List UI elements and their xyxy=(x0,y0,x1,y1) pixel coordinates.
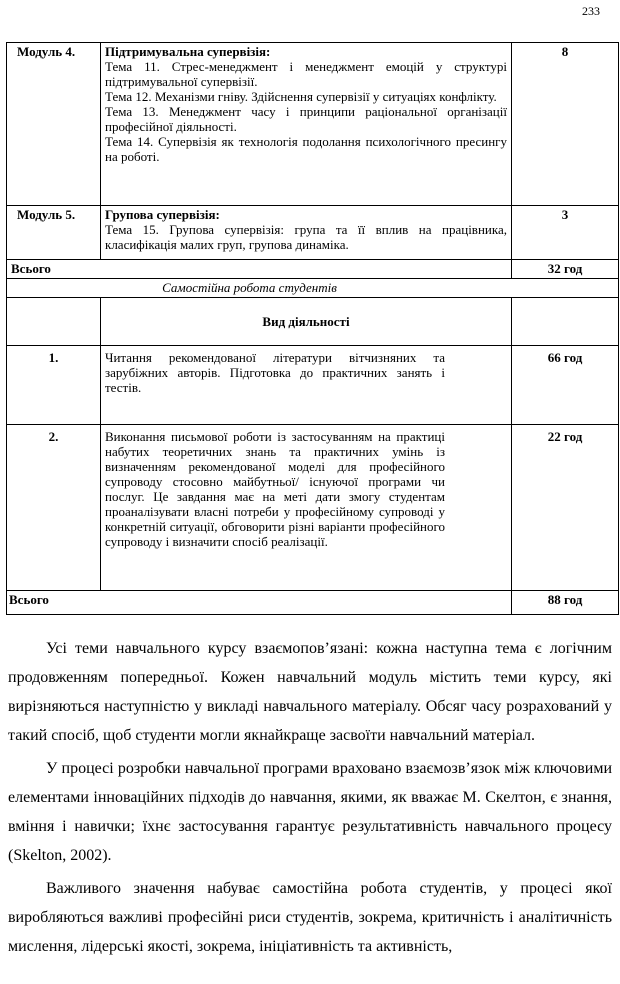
paragraph-1: Усі теми навчального курсу взаємопов’язані: кожна наступна тема є логічним продовженням попередньої. Кожен навчальний модуль містить теми курсу, які вирізняються наступністю у викладі навчального матеріалу. Обсяг часу розрахований у такий спосіб, щоб студенти могли якнайкраще засвоїти навчальний матеріал. xyxy=(8,640,612,744)
module-4-topic-13: Тема 13. Менеджмент часу і принципи раціональної організації професійної діяльності. xyxy=(105,104,507,134)
activity-1-hours: 66 год xyxy=(512,346,619,425)
activity-1-number: 1. xyxy=(7,346,101,425)
module-4-label: Модуль 4. xyxy=(7,43,101,206)
module-5-content xyxy=(101,206,512,260)
table-row-total-2 xyxy=(7,591,619,615)
page-number: 233 xyxy=(582,4,600,18)
module-4-content xyxy=(101,43,512,206)
total-1-label: Всього xyxy=(7,260,512,279)
activity-1-text: Читання рекомендованої літератури вітчизняних та зарубіжних авторів. Підготовка до практичних занять і тестів. xyxy=(101,346,512,425)
module-4-hours: 8 xyxy=(512,43,619,206)
module-4-topic-14: Тема 14. Супервізія як технологія подолання психологічного пресингу на роботі. xyxy=(105,134,507,164)
total-2-hours: 88 год xyxy=(512,591,619,615)
paragraph-3: Важливого значення набуває самостійна робота студентів, у процесі якої виробляються важливі професійні риси студентів, зокрема, критичність і аналітичність мислення, лідерські якості, зокрема, ініціативність та активність, xyxy=(8,880,612,955)
module-4-title: Підтримувальна супервізія: xyxy=(105,44,271,59)
module-5-title: Групова супервізія: xyxy=(105,207,220,222)
module-4-topic-11: Тема 11. Стрес-менеджмент і менеджмент емоцій у структурі підтримувальної супервізії. xyxy=(105,59,507,89)
table-row-module-4 xyxy=(7,43,619,206)
table-row-activity-header xyxy=(7,298,619,346)
table-row-total-1 xyxy=(7,260,619,279)
activity-num-header-cell xyxy=(7,298,101,346)
table-row-activity-1 xyxy=(7,346,619,425)
activity-type-header: Вид діяльності xyxy=(101,298,512,346)
module-5-topic-15: Тема 15. Групова супервізія: група та її вплив на працівника, класифікація малих груп, групова динаміка. xyxy=(105,222,507,252)
table-row-independent-header xyxy=(7,279,619,298)
course-table xyxy=(6,42,619,615)
module-5-label: Модуль 5. xyxy=(7,206,101,260)
activity-2-number: 2. xyxy=(7,425,101,591)
activity-hours-header-cell xyxy=(512,298,619,346)
total-2-label: Всього xyxy=(7,591,512,615)
independent-work-header: Самостійна робота студентів xyxy=(7,279,619,298)
table-row-module-5 xyxy=(7,206,619,260)
total-1-hours: 32 год xyxy=(512,260,619,279)
table-row-activity-2 xyxy=(7,425,619,591)
activity-2-text: Виконання письмової роботи із застосуванням на практиці набутих теоретичних знань та практичних умінь із визначенням рекомендованої моделі для професійного супроводу стосовно майбутньої/ існуючої програми чи послуг. Це завдання має на меті дати змогу студентам проаналізувати власні потреби у професійному супроводі у конкретній ситуації, обговорити різні варіанти професійного супроводу і визначити спосіб реалізації. xyxy=(101,425,512,591)
paragraph-2: У процесі розробки навчальної програми враховано взаємозв’язок між ключовими елементами інноваційних підходів до навчання, якими, як вважає М. Скелтон, є знання, вміння і навички; їхнє застосування гарантує результативність навчального процесу (Skelton, 2002). xyxy=(8,760,612,864)
module-4-topic-12: Тема 12. Механізми гніву. Здійснення супервізії у ситуаціях конфлікту. xyxy=(105,89,497,104)
activity-2-hours: 22 год xyxy=(512,425,619,591)
module-5-hours: 3 xyxy=(512,206,619,260)
body-text xyxy=(8,634,612,961)
